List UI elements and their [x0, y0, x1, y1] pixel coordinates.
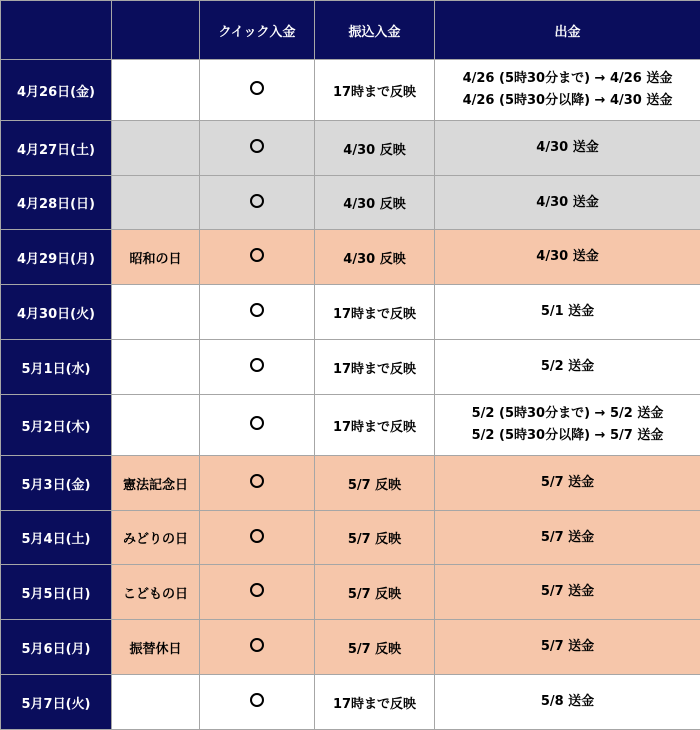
available-circle-icon [250, 583, 264, 597]
withdrawal-line: 5/7 送金 [540, 639, 595, 654]
date-cell: 5月4日(土) [1, 511, 112, 565]
available-circle-icon [250, 416, 264, 430]
quick-deposit-cell [200, 620, 315, 675]
table-row [1, 60, 700, 121]
withdrawal-line: 5/7 送金 [540, 475, 595, 490]
quick-deposit-cell [200, 176, 315, 230]
date-cell: 4月28日(日) [1, 176, 112, 230]
withdrawal-cell [435, 565, 700, 620]
date-cell: 5月6日(月) [1, 620, 112, 675]
table-row [1, 340, 700, 395]
withdrawal-line: 4/26 (5時30分以降) → 4/30 送金 [462, 93, 673, 108]
table-body [1, 60, 700, 730]
holiday-cell [112, 121, 200, 176]
table-row [1, 456, 700, 511]
date-cell: 5月2日(木) [1, 395, 112, 456]
withdrawal-cell [435, 340, 700, 395]
quick-deposit-cell [200, 456, 315, 511]
withdrawal-cell [435, 230, 700, 285]
table-row [1, 675, 700, 730]
bank-transfer-cell: 5/7 反映 [315, 620, 435, 675]
withdrawal-cell [435, 620, 700, 675]
holiday-cell [112, 340, 200, 395]
header-bank-transfer: 振込入金 [315, 1, 435, 60]
date-cell: 4月27日(土) [1, 121, 112, 176]
available-circle-icon [250, 638, 264, 652]
table-row [1, 620, 700, 675]
available-circle-icon [250, 139, 264, 153]
holiday-cell: 憲法記念日 [112, 456, 200, 511]
quick-deposit-cell [200, 121, 315, 176]
available-circle-icon [250, 474, 264, 488]
withdrawal-cell [435, 456, 700, 511]
holiday-cell: 振替休日 [112, 620, 200, 675]
withdrawal-cell [435, 285, 700, 340]
quick-deposit-cell [200, 340, 315, 395]
withdrawal-line: 5/2 送金 [540, 359, 595, 374]
holiday-cell: みどりの日 [112, 511, 200, 565]
holiday-cell [112, 675, 200, 730]
table-row [1, 511, 700, 565]
withdrawal-cell [435, 176, 700, 230]
header-quick-deposit: クイック入金 [200, 1, 315, 60]
available-circle-icon [250, 303, 264, 317]
table-row [1, 395, 700, 456]
table-row [1, 565, 700, 620]
header-row [1, 1, 700, 60]
withdrawal-line: 5/8 送金 [540, 694, 595, 709]
holiday-cell: 昭和の日 [112, 230, 200, 285]
bank-transfer-cell: 17時まで反映 [315, 285, 435, 340]
bank-transfer-cell: 4/30 反映 [315, 230, 435, 285]
date-cell: 4月26日(金) [1, 60, 112, 121]
bank-transfer-cell: 17時まで反映 [315, 675, 435, 730]
withdrawal-line: 4/26 (5時30分まで) → 4/26 送金 [462, 71, 673, 86]
withdrawal-line: 5/1 送金 [540, 304, 595, 319]
available-circle-icon [250, 248, 264, 262]
table-row [1, 285, 700, 340]
date-cell: 4月30日(火) [1, 285, 112, 340]
available-circle-icon [250, 81, 264, 95]
withdrawal-cell [435, 511, 700, 565]
withdrawal-line: 5/2 (5時30分まで) → 5/2 送金 [471, 406, 664, 421]
quick-deposit-cell [200, 60, 315, 121]
available-circle-icon [250, 358, 264, 372]
bank-transfer-cell: 5/7 反映 [315, 456, 435, 511]
header-holiday [112, 1, 200, 60]
withdrawal-line: 4/30 送金 [536, 194, 599, 210]
holiday-cell [112, 60, 200, 121]
bank-transfer-cell: 17時まで反映 [315, 395, 435, 456]
holiday-cell [112, 285, 200, 340]
table-row [1, 230, 700, 285]
quick-deposit-cell [200, 675, 315, 730]
withdrawal-line: 5/7 送金 [540, 584, 595, 599]
date-cell: 5月5日(日) [1, 565, 112, 620]
date-cell: 5月7日(火) [1, 675, 112, 730]
holiday-cell [112, 395, 200, 456]
date-cell: 5月1日(水) [1, 340, 112, 395]
quick-deposit-cell [200, 565, 315, 620]
available-circle-icon [250, 693, 264, 707]
quick-deposit-cell [200, 511, 315, 565]
quick-deposit-cell [200, 395, 315, 456]
date-cell: 5月3日(金) [1, 456, 112, 511]
bank-transfer-cell: 5/7 反映 [315, 565, 435, 620]
holiday-cell [112, 176, 200, 230]
withdrawal-line: 5/7 送金 [540, 529, 595, 545]
withdrawal-cell [435, 395, 700, 456]
withdrawal-cell [435, 121, 700, 176]
bank-transfer-cell: 17時まで反映 [315, 60, 435, 121]
header-withdrawal: 出金 [435, 1, 700, 60]
bank-transfer-cell: 17時まで反映 [315, 340, 435, 395]
available-circle-icon [250, 529, 264, 543]
bank-transfer-cell: 5/7 反映 [315, 511, 435, 565]
header-date [1, 1, 112, 60]
withdrawal-line: 4/30 送金 [536, 140, 599, 155]
withdrawal-line: 5/2 (5時30分以降) → 5/7 送金 [471, 428, 664, 443]
table-row [1, 121, 700, 176]
date-cell: 4月29日(月) [1, 230, 112, 285]
bank-transfer-cell: 4/30 反映 [315, 121, 435, 176]
available-circle-icon [250, 194, 264, 208]
withdrawal-line: 4/30 送金 [536, 249, 599, 264]
withdrawal-cell [435, 675, 700, 730]
quick-deposit-cell [200, 285, 315, 340]
quick-deposit-cell [200, 230, 315, 285]
withdrawal-cell [435, 60, 700, 121]
bank-transfer-cell: 4/30 反映 [315, 176, 435, 230]
table-row [1, 176, 700, 230]
holiday-cell: こどもの日 [112, 565, 200, 620]
